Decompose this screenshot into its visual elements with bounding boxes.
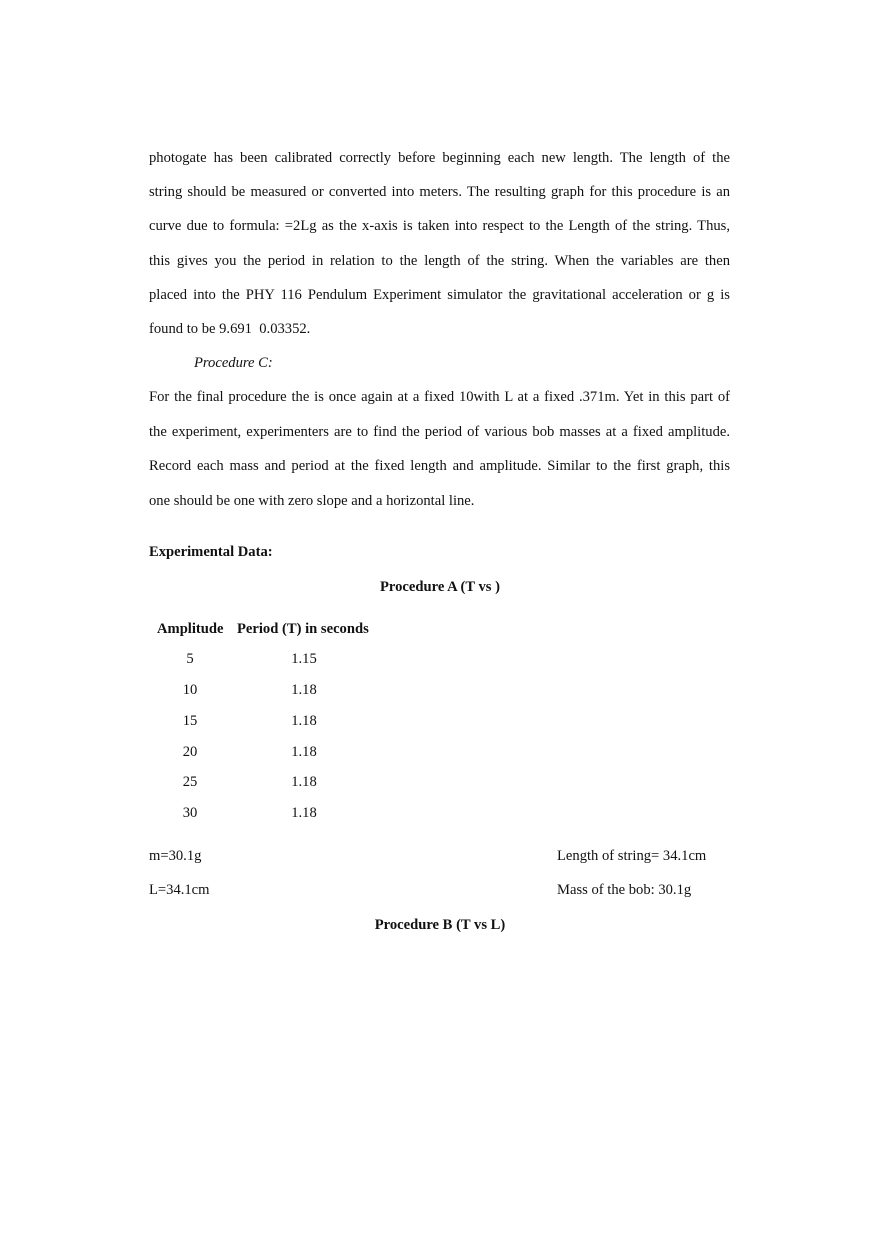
paragraph-line: curve due to formula: =2Lg as the x-axis is taken into respect to the Length of the string. Thus, (149, 218, 730, 234)
paragraph-line: one should be one with zero slope and a horizontal line. (149, 493, 475, 509)
paragraph-line: photogate has been calibrated correctly before beginning each new length. The length of the (149, 150, 730, 166)
paragraph-line: this gives you the period in relation to the length of the string. When the variables are then (149, 253, 730, 269)
table-cell-period: 1.18 (291, 774, 317, 790)
table-header-amplitude: Amplitude (157, 621, 224, 637)
table-cell-period: 1.15 (291, 651, 317, 667)
procedure-b-title: Procedure B (T vs L) (374, 917, 506, 933)
table-cell-period: 1.18 (291, 805, 317, 821)
table-cell-period: 1.18 (291, 744, 317, 760)
procedure-a-title: Procedure A (T vs ) (380, 579, 500, 595)
paragraph-line: string should be measured or converted into meters. The resulting graph for this procedure is an (149, 184, 730, 200)
table-cell-amplitude: 20 (182, 744, 198, 760)
paragraph-line: found to be 9.691 0.03352. (149, 321, 311, 337)
paragraph-line: placed into the PHY 116 Pendulum Experiment simulator the gravitational acceleration or g is (149, 287, 730, 303)
mass-of-bob-note: Mass of the bob: 30.1g (557, 882, 692, 898)
table-cell-amplitude: 15 (182, 713, 198, 729)
table-cell-amplitude: 25 (182, 774, 198, 790)
procedure-c-heading: Procedure C: (194, 355, 273, 371)
paragraph-line: Record each mass and period at the fixed length and amplitude. Similar to the first graph, this (149, 458, 730, 474)
table-cell-amplitude: 30 (182, 805, 198, 821)
mass-note: m=30.1g (149, 848, 202, 864)
length-of-string-note: Length of string= 34.1cm (557, 848, 707, 864)
table-cell-period: 1.18 (291, 713, 317, 729)
experimental-data-heading: Experimental Data: (149, 544, 273, 560)
table-cell-period: 1.18 (291, 682, 317, 698)
length-note: L=34.1cm (149, 882, 210, 898)
table-header-period: Period (T) in seconds (237, 621, 369, 637)
paragraph-line: For the final procedure the is once again at a fixed 10with L at a fixed .371m. Yet in this part of (149, 389, 730, 405)
paragraph-line: the experiment, experimenters are to find the period of various bob masses at a fixed amplitude. (149, 424, 730, 440)
table-cell-amplitude: 10 (182, 682, 198, 698)
table-cell-amplitude: 5 (186, 651, 194, 667)
